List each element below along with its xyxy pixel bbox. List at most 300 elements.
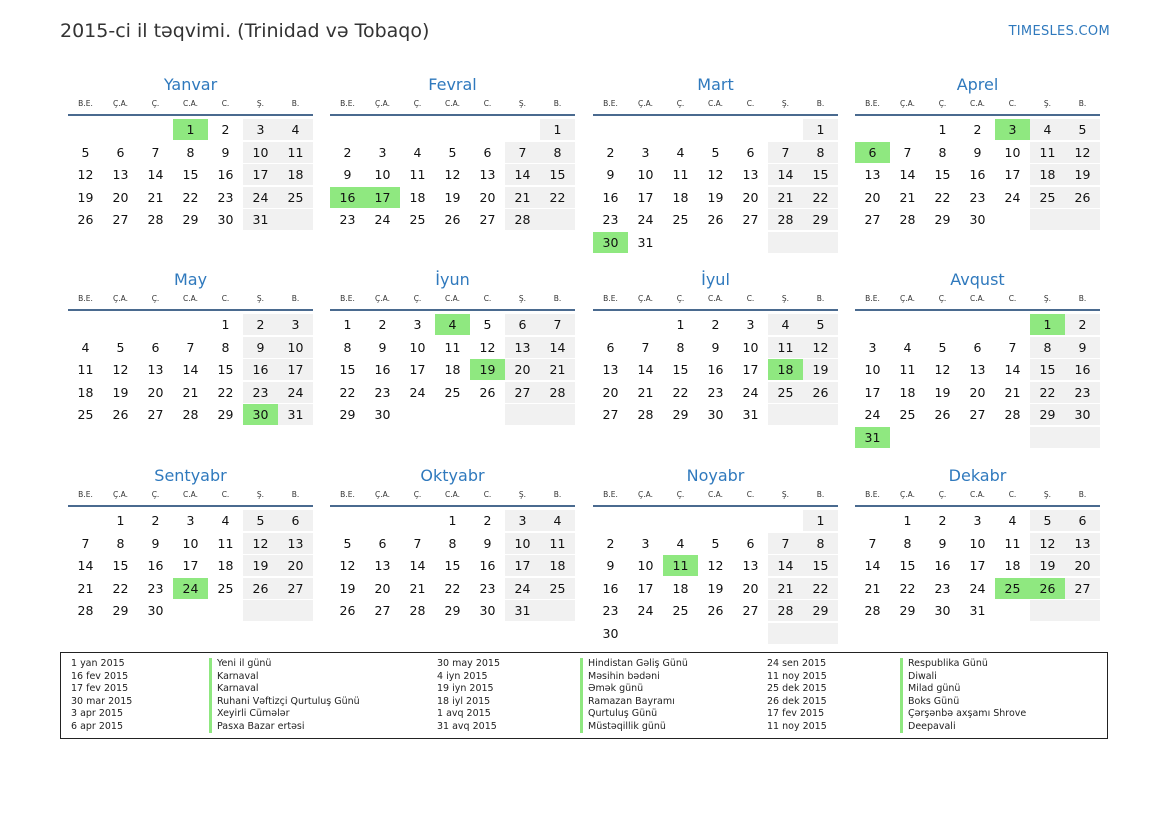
day-cell: 23: [602, 212, 619, 227]
empty-cell: [278, 209, 313, 230]
week-row: [855, 404, 1100, 427]
empty-cell: [890, 314, 925, 335]
day-cell: 20: [1065, 555, 1100, 576]
day-cell: 12: [707, 167, 724, 182]
weekday-label: C.: [483, 490, 492, 499]
weekday-label: B.: [291, 294, 300, 303]
day-cell: 30: [602, 625, 619, 641]
day-cell: 2: [221, 122, 230, 137]
day-cell: 3: [641, 535, 650, 551]
day-cell: 22: [540, 187, 575, 208]
day-cell: 30: [217, 212, 234, 227]
weekday-label: Ş.: [781, 490, 790, 499]
holiday-name: Ramazan Bayramı: [580, 696, 688, 709]
day-cell: 11: [1030, 142, 1065, 163]
holiday-date: 30 mar 2015: [71, 695, 133, 707]
day-cell: 4: [903, 339, 912, 355]
empty-cell: [890, 427, 925, 448]
holiday-name: Karnaval: [209, 671, 360, 684]
day-cell: 26: [707, 603, 724, 618]
day-cell: 3: [413, 317, 422, 332]
day-cell: 3: [746, 317, 755, 332]
weekday-label: B.: [816, 294, 825, 303]
day-cell: 5: [938, 339, 947, 355]
day-cell: 25: [995, 578, 1030, 599]
day-cell: 20: [742, 189, 759, 205]
day-cell: 4: [768, 314, 803, 335]
weekday-label: Ş.: [1043, 99, 1052, 108]
day-cell: 1: [938, 122, 947, 137]
day-cell: 22: [217, 384, 234, 400]
weekday-label: Ç.: [938, 294, 947, 303]
weekday-label: Ş.: [781, 294, 790, 303]
holiday-name: Əmək günü: [580, 683, 688, 696]
day-cell: 17: [637, 189, 654, 205]
weekday-label: B.: [291, 99, 300, 108]
day-cell: 17: [969, 558, 986, 573]
day-cell: 4: [81, 339, 90, 355]
weekday-label: Ş.: [256, 294, 265, 303]
day-cell: 25: [77, 407, 94, 422]
empty-cell: [68, 510, 103, 531]
holiday-date: 31 avq 2015: [437, 720, 497, 732]
empty-cell: [768, 232, 803, 253]
week-row: [855, 359, 1100, 382]
day-cell: 21: [409, 580, 426, 596]
day-cell: 27: [479, 212, 496, 227]
weekday-label: Ç.A.: [374, 490, 390, 499]
week-row: [330, 119, 575, 142]
day-cell: 13: [374, 558, 391, 573]
day-cell: 5: [81, 144, 90, 160]
day-cell: 9: [483, 535, 492, 551]
week-row: [330, 359, 575, 382]
day-cell: 16: [374, 362, 391, 377]
weekday-label: B.: [1078, 490, 1087, 499]
weekday-label: Ç.A.: [637, 99, 653, 108]
day-cell: 26: [707, 212, 724, 227]
week-row: [593, 404, 838, 427]
day-cell: 8: [116, 535, 125, 551]
week-row: [593, 209, 838, 232]
weekday-label: Ç.: [676, 99, 685, 108]
day-cell: 12: [479, 339, 496, 355]
empty-cell: [628, 510, 663, 531]
day-cell: 23: [147, 580, 164, 596]
day-cell: 9: [606, 167, 615, 182]
day-cell: 20: [374, 580, 391, 596]
day-cell: 16: [330, 187, 365, 208]
holiday-date: 17 fev 2015: [71, 683, 129, 694]
site-link[interactable]: TIMESLES.COM: [1008, 24, 1110, 39]
week-row: [593, 187, 838, 210]
empty-cell: [68, 314, 103, 335]
empty-cell: [768, 510, 803, 531]
day-cell: 25: [768, 382, 803, 403]
day-cell: 27: [969, 407, 986, 422]
day-cell: 22: [112, 580, 129, 596]
day-cell: 10: [374, 167, 391, 182]
holiday-name: Pasxa Bazar ertəsi: [209, 721, 360, 734]
day-cell: 22: [339, 384, 356, 400]
empty-cell: [995, 600, 1030, 621]
empty-cell: [925, 314, 960, 335]
day-cell: 5: [1065, 119, 1100, 140]
day-cell: 21: [768, 187, 803, 208]
week-row: [855, 337, 1100, 360]
day-cell: 25: [409, 212, 426, 227]
day-cell: 14: [505, 164, 540, 185]
day-cell: 24: [742, 384, 759, 400]
holiday-date: 30 may 2015: [437, 658, 501, 669]
holiday-name: Boks Günü: [900, 696, 1026, 709]
month-name: Oktyabr: [420, 466, 485, 485]
day-cell: 29: [339, 407, 356, 422]
day-cell: 15: [899, 558, 916, 573]
day-cell: 15: [803, 555, 838, 576]
day-cell: 30: [147, 603, 164, 618]
weekday-label: Ç.A.: [112, 99, 128, 108]
day-cell: 21: [1004, 384, 1021, 400]
day-cell: 10: [742, 339, 759, 355]
holiday-name: Diwali: [900, 671, 1026, 684]
holiday-name: Qurtuluş Günü: [580, 708, 688, 721]
weekday-label: Ç.A.: [112, 490, 128, 499]
weekday-label: Ç.: [938, 99, 947, 108]
day-cell: 16: [217, 167, 234, 182]
day-cell: 24: [637, 603, 654, 618]
day-cell: 8: [343, 339, 352, 355]
day-cell: 26: [339, 603, 356, 618]
empty-cell: [470, 404, 505, 425]
holiday-name: Məsihin bədəni: [580, 671, 688, 684]
day-cell: 10: [409, 339, 426, 355]
day-cell: 16: [602, 189, 619, 205]
day-cell: 21: [182, 384, 199, 400]
day-cell: 11: [768, 337, 803, 358]
day-cell: 14: [637, 362, 654, 377]
day-cell: 26: [77, 212, 94, 227]
empty-cell: [890, 119, 925, 140]
day-cell: 25: [672, 603, 689, 618]
weekday-label: C.: [483, 294, 492, 303]
day-cell: 19: [444, 189, 461, 205]
week-row: [593, 164, 838, 187]
week-row: [855, 187, 1100, 210]
day-cell: 8: [1030, 337, 1065, 358]
day-cell: 3: [278, 314, 313, 335]
weekday-label: C.: [483, 99, 492, 108]
month-name: Fevral: [428, 75, 477, 94]
day-cell: 14: [147, 167, 164, 182]
holiday-date: 1 yan 2015: [71, 658, 125, 669]
day-cell: 8: [676, 339, 685, 355]
day-cell: 7: [540, 314, 575, 335]
empty-cell: [855, 119, 890, 140]
day-cell: 1: [903, 513, 912, 528]
month-4: [855, 74, 1100, 232]
day-cell: 12: [77, 167, 94, 182]
day-cell: 26: [1065, 187, 1100, 208]
week-row: [855, 533, 1100, 556]
day-cell: 6: [973, 339, 982, 355]
day-cell: 19: [934, 384, 951, 400]
day-cell: 5: [116, 339, 125, 355]
day-cell: 3: [243, 119, 278, 140]
day-cell: 11: [672, 167, 689, 182]
empty-cell: [698, 623, 733, 644]
week-row: [68, 359, 313, 382]
weekday-label: C.A.: [444, 99, 460, 108]
day-cell: 1: [448, 513, 457, 528]
day-cell: 21: [768, 578, 803, 599]
weekday-label: C.A.: [707, 294, 723, 303]
day-cell: 10: [505, 533, 540, 554]
day-cell: 4: [676, 144, 685, 160]
day-cell: 18: [278, 164, 313, 185]
day-cell: 27: [112, 212, 129, 227]
holiday-name: Ruhani Vəftizçi Qurtuluş Günü: [209, 696, 360, 709]
day-cell: 15: [339, 362, 356, 377]
empty-cell: [925, 427, 960, 448]
day-cell: 15: [444, 558, 461, 573]
weekday-label: B.E.: [340, 294, 355, 303]
day-cell: 3: [641, 144, 650, 160]
day-cell: 15: [672, 362, 689, 377]
empty-cell: [470, 119, 505, 140]
week-row: [68, 382, 313, 405]
day-cell: 13: [112, 167, 129, 182]
day-cell: 20: [864, 189, 881, 205]
day-cell: 19: [243, 555, 278, 576]
week-row: [330, 337, 575, 360]
day-cell: 13: [505, 337, 540, 358]
week-row: [593, 119, 838, 142]
week-row: [330, 533, 575, 556]
day-cell: 16: [969, 167, 986, 182]
day-cell: 26: [444, 212, 461, 227]
day-cell: 6: [378, 535, 387, 551]
holiday-name: Hindistan Gəliş Günü: [580, 658, 688, 671]
day-cell: 1: [116, 513, 125, 528]
month-7: [593, 269, 838, 427]
empty-cell: [505, 404, 540, 425]
weekday-label: C.: [1008, 99, 1017, 108]
weekday-label: B.E.: [865, 294, 880, 303]
day-cell: 4: [540, 510, 575, 531]
empty-cell: [628, 314, 663, 335]
week-row: [593, 232, 838, 255]
day-cell: 16: [602, 580, 619, 596]
day-cell: 26: [243, 578, 278, 599]
day-cell: 25: [217, 580, 234, 596]
weekday-label: Ç.A.: [112, 294, 128, 303]
day-cell: 2: [606, 144, 615, 160]
empty-cell: [663, 232, 698, 253]
day-cell: 18: [217, 558, 234, 573]
empty-cell: [1030, 427, 1065, 448]
day-cell: 15: [217, 362, 234, 377]
day-cell: 5: [1030, 510, 1065, 531]
day-cell: 24: [637, 212, 654, 227]
weekday-header: [68, 96, 313, 116]
weekday-label: B.E.: [603, 294, 618, 303]
day-cell: 1: [1030, 314, 1065, 335]
empty-cell: [960, 427, 995, 448]
day-cell: 22: [803, 187, 838, 208]
day-cell: 7: [1008, 339, 1017, 355]
day-cell: 31: [637, 234, 654, 250]
day-cell: 10: [864, 362, 881, 377]
day-cell: 8: [540, 142, 575, 163]
day-cell: 22: [672, 384, 689, 400]
holiday-date: 11 noy 2015: [767, 670, 827, 682]
empty-cell: [138, 119, 173, 140]
weekday-label: C.A.: [182, 294, 198, 303]
weekday-label: Ş.: [256, 490, 265, 499]
empty-cell: [1030, 600, 1065, 621]
day-cell: 13: [278, 533, 313, 554]
week-row: [855, 119, 1100, 142]
day-cell: 27: [147, 407, 164, 422]
holiday-dates-col-2: [437, 658, 500, 733]
day-cell: 24: [864, 407, 881, 422]
holiday-date: 6 apr 2015: [71, 720, 124, 732]
day-cell: 1: [343, 317, 352, 332]
day-cell: 8: [803, 533, 838, 554]
empty-cell: [663, 623, 698, 644]
holiday-name: Xeyirli Cümələr: [209, 708, 360, 721]
day-cell: 26: [803, 382, 838, 403]
day-cell: 12: [934, 362, 951, 377]
day-cell: 5: [803, 314, 838, 335]
day-cell: 18: [672, 580, 689, 596]
week-row: [330, 510, 575, 533]
empty-cell: [768, 404, 803, 425]
day-cell: 1: [221, 317, 230, 332]
weekday-label: C.: [746, 294, 755, 303]
empty-cell: [960, 314, 995, 335]
day-cell: 15: [112, 558, 129, 573]
day-cell: 22: [444, 580, 461, 596]
weekday-label: Ç.: [413, 294, 422, 303]
day-cell: 25: [540, 578, 575, 599]
weekday-label: B.E.: [865, 490, 880, 499]
day-cell: 4: [1030, 119, 1065, 140]
day-cell: 18: [540, 555, 575, 576]
day-cell: 29: [803, 209, 838, 230]
week-row: [855, 164, 1100, 187]
day-cell: 24: [278, 382, 313, 403]
day-cell: 23: [969, 189, 986, 205]
day-cell: 26: [479, 384, 496, 400]
day-cell: 21: [864, 580, 881, 596]
month-name: Dekabr: [948, 466, 1007, 485]
day-cell: 9: [378, 339, 387, 355]
month-1: [68, 74, 313, 232]
day-cell: 6: [746, 535, 755, 551]
day-cell: 4: [435, 314, 470, 335]
day-cell: 24: [969, 580, 986, 596]
week-row: [68, 555, 313, 578]
weekday-label: Ç.: [413, 99, 422, 108]
weekday-label: B.E.: [78, 99, 93, 108]
holiday-name: Respublika Günü: [900, 658, 1026, 671]
weekday-header: [855, 96, 1100, 116]
day-cell: 27: [505, 382, 540, 403]
day-cell: 30: [374, 407, 391, 422]
empty-cell: [855, 510, 890, 531]
week-row: [855, 382, 1100, 405]
day-cell: 13: [742, 167, 759, 182]
day-cell: 5: [343, 535, 352, 551]
empty-cell: [330, 510, 365, 531]
day-cell: 12: [112, 362, 129, 377]
month-name: İyun: [435, 270, 470, 289]
week-row: [593, 510, 838, 533]
day-cell: 30: [934, 603, 951, 618]
page-title: 2015-ci il təqvimi. (Trinidad və Tobaqo): [60, 20, 430, 42]
day-cell: 31: [855, 427, 890, 448]
empty-cell: [173, 600, 208, 621]
day-cell: 8: [221, 339, 230, 355]
day-cell: 17: [637, 580, 654, 596]
weekday-label: C.A.: [969, 99, 985, 108]
month-5: [68, 269, 313, 427]
empty-cell: [663, 119, 698, 140]
day-cell: 22: [182, 189, 199, 205]
weekday-label: Ş.: [518, 99, 527, 108]
empty-cell: [435, 119, 470, 140]
weekday-label: Ç.A.: [899, 99, 915, 108]
week-row: [68, 404, 313, 427]
day-cell: 20: [479, 189, 496, 205]
weekday-label: Ç.: [151, 294, 160, 303]
month-name: Noyabr: [686, 466, 745, 485]
day-cell: 15: [934, 167, 951, 182]
day-cell: 29: [803, 600, 838, 621]
day-cell: 20: [112, 189, 129, 205]
week-row: [593, 533, 838, 556]
day-cell: 7: [868, 535, 877, 551]
day-cell: 18: [1030, 164, 1065, 185]
day-cell: 17: [1004, 167, 1021, 182]
weekday-header: [593, 487, 838, 507]
week-row: [855, 510, 1100, 533]
day-cell: 23: [602, 603, 619, 618]
empty-cell: [103, 314, 138, 335]
day-cell: 24: [173, 578, 208, 599]
day-cell: 16: [479, 558, 496, 573]
week-row: [330, 142, 575, 165]
day-cell: 14: [899, 167, 916, 182]
weekday-label: Ş.: [518, 490, 527, 499]
day-cell: 2: [938, 513, 947, 528]
weekday-label: C.: [221, 490, 230, 499]
weekday-label: B.E.: [78, 294, 93, 303]
empty-cell: [173, 314, 208, 335]
holiday-date: 26 dek 2015: [767, 695, 827, 707]
day-cell: 18: [768, 359, 803, 380]
day-cell: 7: [186, 339, 195, 355]
day-cell: 23: [707, 384, 724, 400]
weekday-label: Ç.A.: [899, 490, 915, 499]
day-cell: 21: [505, 187, 540, 208]
day-cell: 26: [934, 407, 951, 422]
weekday-label: B.: [553, 490, 562, 499]
day-cell: 14: [77, 558, 94, 573]
month-name: May: [173, 270, 208, 289]
